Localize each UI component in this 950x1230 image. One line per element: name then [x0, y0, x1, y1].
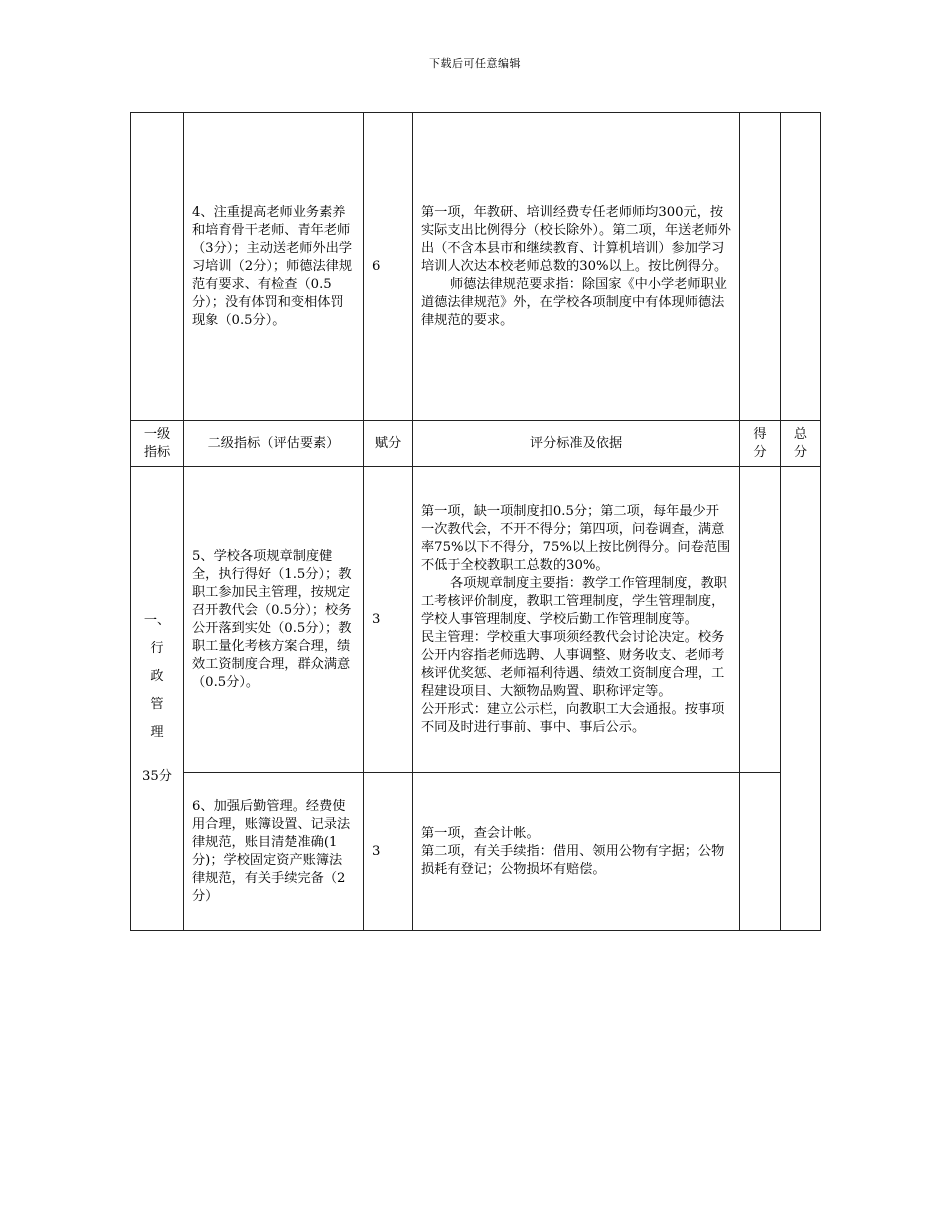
- criteria-paragraph: 师德法律规范要求指：除国家《中小学老师职业道德法律规范》外，在学校各项制度中有体现师德法律规范的要求。: [421, 276, 727, 328]
- item-4-total: [781, 113, 821, 421]
- item-6-text: 6、加强后勤管理。经费使用合理，账簿设置、记录法律规范，账目清楚准确(1分)；学校固定资产账簿法律规范，有关手续完备（2分）: [184, 773, 364, 931]
- table-row: [131, 467, 821, 773]
- criteria-paragraph: 第一项，缺一项制度扣0.5分；第二项，每年最少开一次教代会，不开不得分；第四项，问卷调查，满意率75%以下不得分，75%以上按比例得分。问卷范围不低于全校教职工总数的30%。: [421, 503, 731, 573]
- header-total: 总分: [781, 421, 821, 467]
- item-5-score: [740, 467, 781, 773]
- criteria-paragraph: 民主管理：学校重大事项须经教代会讨论决定。校务公开内容指老师选聘、人事调整、财务收支、老师考核评优奖惩、老师福利待遇、绩效工资制度合理，工程建设项目、大额物品购置、职称评定等。: [421, 629, 725, 699]
- header-criteria: 评分标准及依据: [413, 421, 740, 467]
- level1-char: 政: [150, 668, 164, 684]
- item-5-criteria: [413, 467, 740, 773]
- page-header-note: 下载后可任意编辑: [429, 57, 521, 70]
- item-6-criteria: [413, 773, 740, 931]
- item-6-score: [740, 773, 781, 931]
- level1-char: 行: [150, 640, 164, 656]
- header-points: 赋分: [364, 421, 413, 467]
- criteria-paragraph: 第一项，查会计帐。: [421, 825, 540, 841]
- section-total: [781, 467, 821, 931]
- level1-char: 一、: [143, 612, 171, 628]
- criteria-paragraph: 第一项，年教研、培训经费专任老师师均300元，按实际支出比例得分（校长除外）。第二项，年送老师外出（不含本县市和继续教育、计算机培训）参加学习培训人次达本校老师总数的30%以上。按比例得分。: [421, 204, 731, 274]
- level1-points: 35分: [142, 768, 172, 784]
- item-4-text: 4、注重提高老师业务素养和培育骨干老师、青年老师（3分）；主动送老师外出学习培训（2分）；师德法律规范有要求、有检查（0.5分）；没有体罚和变相体罚现象（0.5分）。: [184, 113, 364, 421]
- header-level1: 一级指标: [131, 421, 184, 467]
- level1-char: 管: [150, 696, 164, 712]
- table-row: [131, 773, 821, 931]
- item-4-score: [740, 113, 781, 421]
- item-4-criteria: [413, 113, 740, 421]
- criteria-paragraph: 第二项，有关手续指：借用、领用公物有字据；公物损耗有登记；公物损坏有赔偿。: [421, 843, 725, 877]
- level1-char: 理: [150, 724, 164, 740]
- evaluation-table: [130, 112, 821, 931]
- header-score: 得分: [740, 421, 781, 467]
- header-level2: 二级指标（评估要素）: [184, 421, 364, 467]
- item-5-points: 3: [364, 467, 413, 773]
- criteria-paragraph: 各项规章制度主要指：教学工作管理制度，教职工考核评价制度，教职工管理制度，学生管理制度，学校人事管理制度、学校后勤工作管理制度等。: [421, 575, 727, 627]
- level1-cell-empty: [131, 113, 184, 421]
- criteria-paragraph: 公开形式：建立公示栏，向教职工大会通报。按事项不同及时进行事前、事中、事后公示。: [421, 701, 725, 735]
- item-4-points: 6: [364, 113, 413, 421]
- table-row: [131, 113, 821, 421]
- level1-admin-management: [131, 467, 184, 931]
- item-5-text: 5、学校各项规章制度健全，执行得好（1.5分）；教职工参加民主管理，按规定召开教代会（0.5分）；校务公开落到实处（0.5分）；教职工量化考核方案合理，绩效工资制度合理，群众满意（0.5分）。: [184, 467, 364, 773]
- table-header-row: [131, 421, 821, 467]
- item-6-points: 3: [364, 773, 413, 931]
